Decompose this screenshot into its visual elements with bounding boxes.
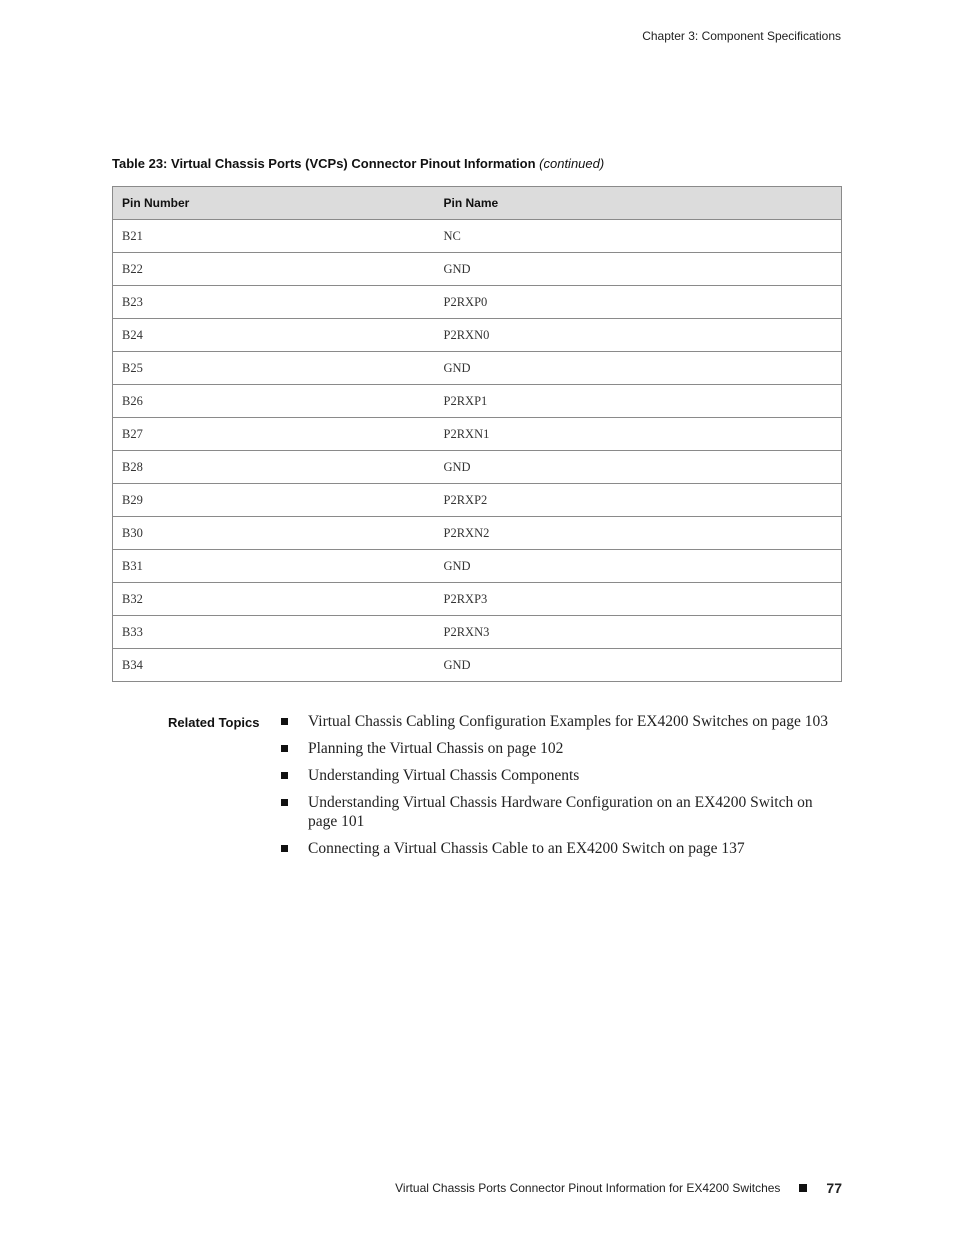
pin-number-cell: B34	[113, 649, 435, 682]
pin-number-cell: B31	[113, 550, 435, 583]
related-topic-link[interactable]	[280, 712, 845, 731]
pin-name-cell: P2RXN3	[435, 616, 842, 649]
pin-name-cell: P2RXN1	[435, 418, 842, 451]
footer-title: Virtual Chassis Ports Connector Pinout Information for EX4200 Switches	[395, 1181, 781, 1195]
related-topics-list	[280, 712, 845, 866]
running-header: Chapter 3: Component Specifications	[642, 29, 841, 43]
pin-number-cell: B27	[113, 418, 435, 451]
pin-number-cell: B22	[113, 253, 435, 286]
table-row	[113, 286, 842, 319]
column-header-pin-name: Pin Name	[435, 187, 842, 220]
related-topic-text[interactable]: Virtual Chassis Cabling Configuration Examples for EX4200 Switches on page 103	[308, 713, 828, 730]
column-header-pin-number: Pin Number	[113, 187, 435, 220]
square-bullet-icon	[281, 772, 288, 779]
table-row	[113, 220, 842, 253]
related-topic-text[interactable]: Understanding Virtual Chassis Hardware Configuration on an EX4200 Switch on page 101	[308, 794, 813, 830]
square-bullet-icon	[281, 845, 288, 852]
table-row	[113, 517, 842, 550]
table-row	[113, 418, 842, 451]
table-row	[113, 649, 842, 682]
pin-number-cell: B28	[113, 451, 435, 484]
pin-name-cell: P2RXP2	[435, 484, 842, 517]
square-bullet-icon	[281, 745, 288, 752]
related-topic-text[interactable]: Understanding Virtual Chassis Components	[308, 767, 580, 784]
table-row	[113, 616, 842, 649]
pin-name-cell: GND	[435, 451, 842, 484]
table-caption-title: Table 23: Virtual Chassis Ports (VCPs) Connector Pinout Information	[112, 156, 536, 171]
pin-number-cell: B32	[113, 583, 435, 616]
pin-name-cell: P2RXN2	[435, 517, 842, 550]
page-footer	[395, 1180, 842, 1196]
pin-name-cell: P2RXP1	[435, 385, 842, 418]
pin-name-cell: NC	[435, 220, 842, 253]
table-row	[113, 319, 842, 352]
pin-name-cell: GND	[435, 253, 842, 286]
pin-name-cell: P2RXN0	[435, 319, 842, 352]
related-topic-link[interactable]	[280, 766, 845, 785]
related-topic-text[interactable]: Planning the Virtual Chassis on page 102	[308, 740, 564, 757]
table-caption	[112, 156, 604, 171]
pin-number-cell: B24	[113, 319, 435, 352]
table-header-row	[113, 187, 842, 220]
related-topics-label: Related Topics	[168, 715, 260, 730]
page-number: 77	[826, 1180, 842, 1196]
table-row	[113, 550, 842, 583]
table-row	[113, 352, 842, 385]
table-row	[113, 484, 842, 517]
pin-name-cell: GND	[435, 649, 842, 682]
pin-number-cell: B21	[113, 220, 435, 253]
pin-number-cell: B26	[113, 385, 435, 418]
pin-name-cell: P2RXP0	[435, 286, 842, 319]
table-row	[113, 451, 842, 484]
pin-number-cell: B30	[113, 517, 435, 550]
pin-name-cell: P2RXP3	[435, 583, 842, 616]
table-row	[113, 253, 842, 286]
square-bullet-icon	[281, 799, 288, 806]
table-caption-continued: (continued)	[539, 156, 605, 171]
square-separator-icon	[799, 1184, 807, 1192]
related-topic-text[interactable]: Connecting a Virtual Chassis Cable to an EX4200 Switch on page 137	[308, 840, 745, 857]
table-row	[113, 583, 842, 616]
pin-name-cell: GND	[435, 550, 842, 583]
related-topic-link[interactable]	[280, 739, 845, 758]
table-row	[113, 385, 842, 418]
related-topic-link[interactable]	[280, 793, 845, 831]
pin-number-cell: B23	[113, 286, 435, 319]
pin-name-cell: GND	[435, 352, 842, 385]
pin-number-cell: B25	[113, 352, 435, 385]
related-topic-link[interactable]	[280, 839, 845, 858]
square-bullet-icon	[281, 718, 288, 725]
pin-number-cell: B29	[113, 484, 435, 517]
pin-number-cell: B33	[113, 616, 435, 649]
pinout-table	[112, 186, 842, 682]
